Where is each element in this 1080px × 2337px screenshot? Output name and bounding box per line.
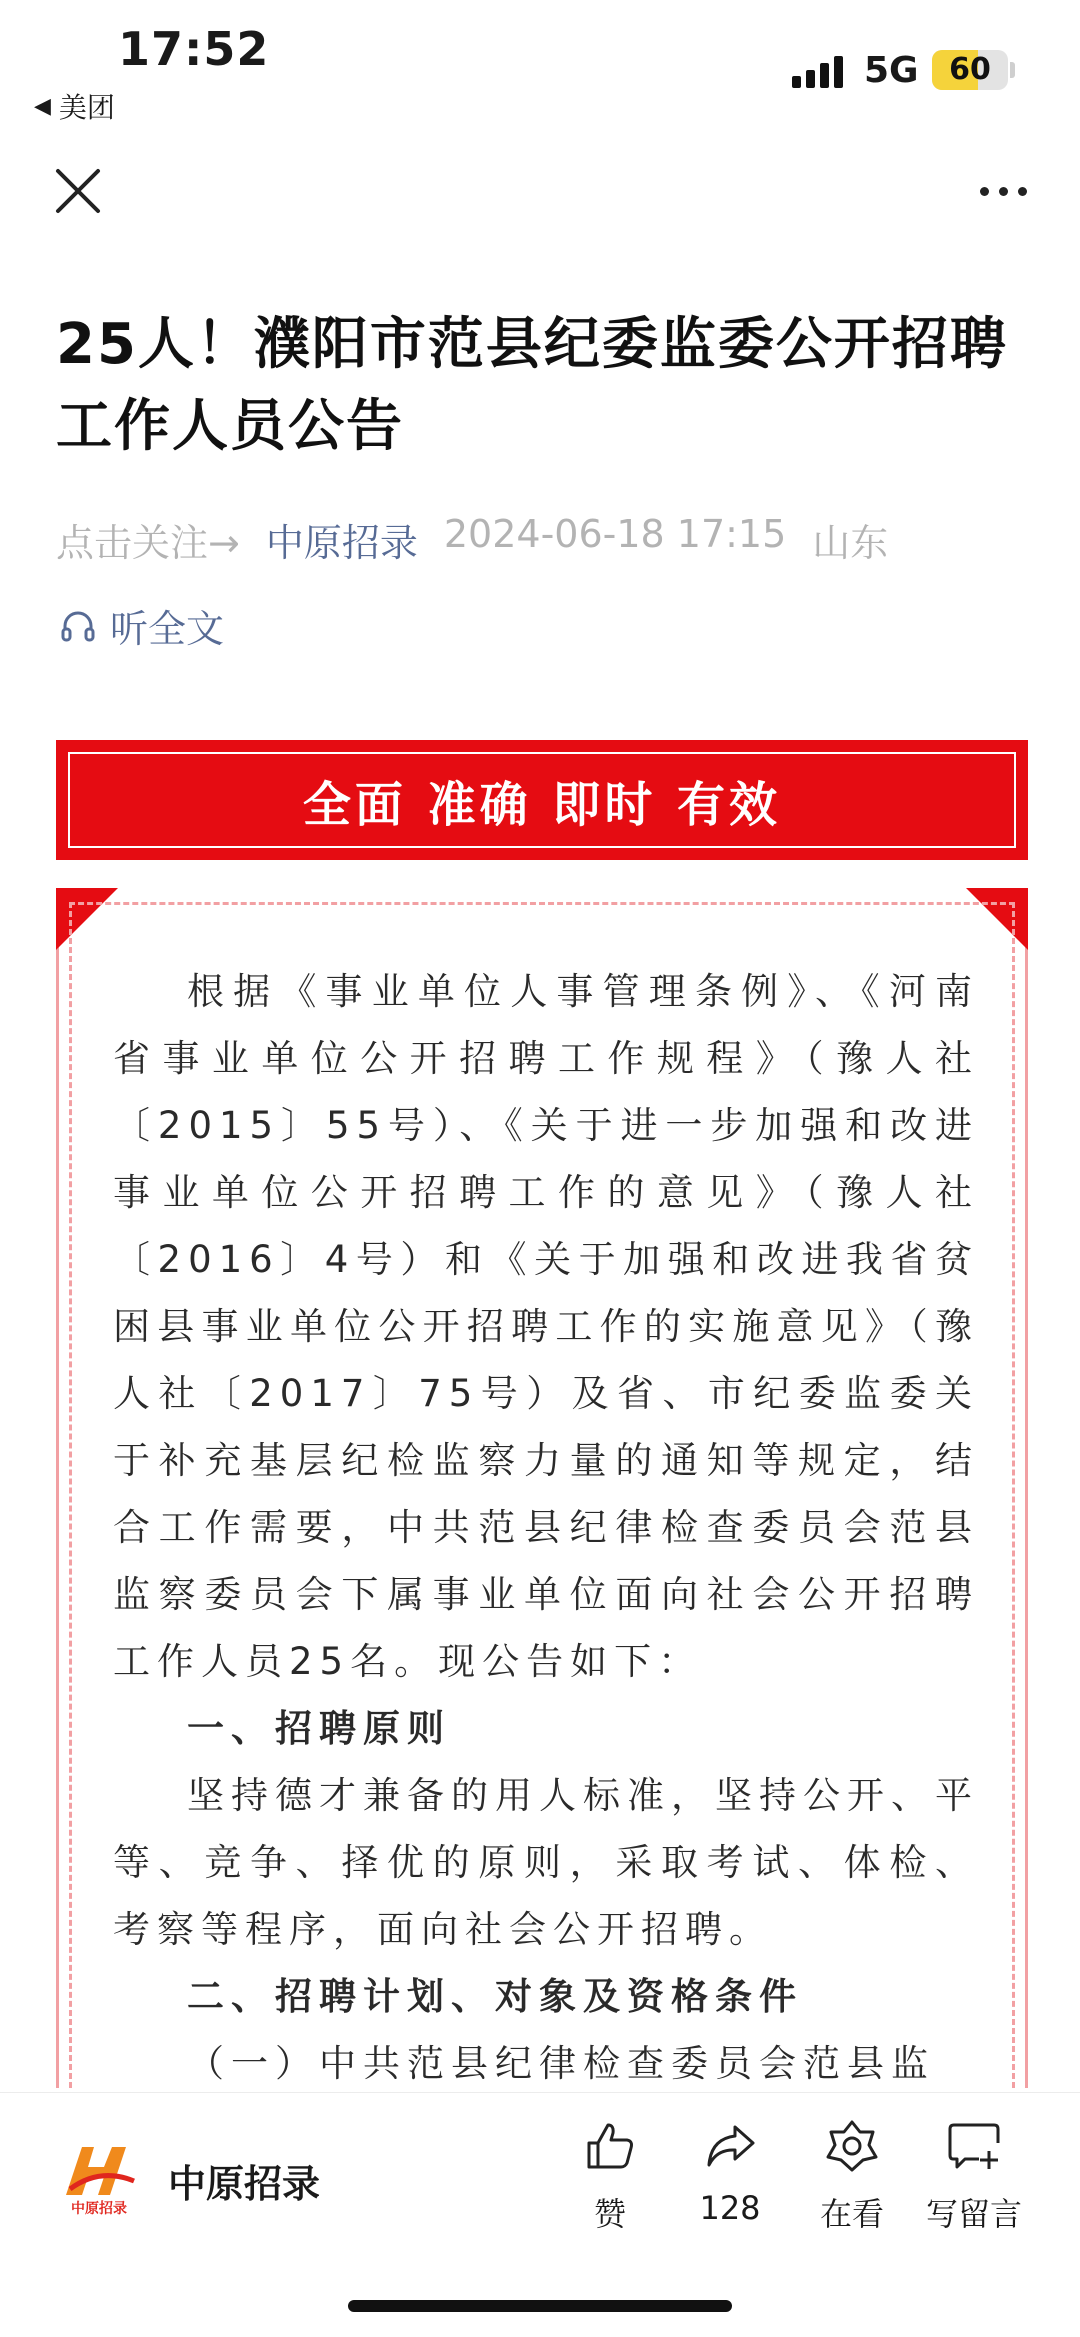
publish-location: 山东 bbox=[812, 521, 889, 565]
dashed-border-top bbox=[69, 902, 1015, 905]
publish-date: 2024-06-18 17:15 bbox=[443, 512, 787, 556]
article-body bbox=[113, 958, 979, 2097]
more-icon bbox=[980, 187, 989, 196]
follow-link[interactable]: 点击关注→ bbox=[56, 521, 240, 565]
home-indicator[interactable] bbox=[348, 2300, 732, 2312]
share-count: 128 bbox=[699, 2189, 761, 2227]
red-corner-right bbox=[966, 888, 1028, 950]
section-heading: 一、招聘原则 bbox=[187, 1707, 451, 1750]
share-icon bbox=[701, 2117, 759, 2175]
close-button[interactable] bbox=[52, 165, 104, 217]
signal-icon bbox=[792, 54, 843, 88]
battery-level: 60 bbox=[949, 52, 991, 87]
paragraph: 坚持德才兼备的用人标准，坚持公开、平等、竞争、择优的原则，采取考试、体检、考察等程序，面向社会公开招聘。 bbox=[113, 1774, 979, 1951]
battery-tip bbox=[1010, 62, 1015, 78]
comment-icon bbox=[945, 2117, 1003, 2175]
red-corner-left bbox=[56, 888, 118, 950]
flower-icon bbox=[823, 2117, 881, 2175]
headphones-icon bbox=[60, 608, 96, 644]
account-logo[interactable] bbox=[60, 2137, 138, 2217]
back-arrow-icon: ◀ bbox=[34, 93, 51, 119]
account-link[interactable]: 中原招录 bbox=[265, 521, 418, 565]
banner-text: 全面 准确 即时 有效 bbox=[302, 776, 782, 833]
red-banner bbox=[56, 740, 1028, 860]
article-meta bbox=[56, 512, 888, 567]
article-title: 25人！濮阳市范县纪委监委公开招聘工作人员公告 bbox=[56, 312, 1008, 459]
more-icon-dot bbox=[1018, 187, 1027, 196]
bottom-account-name[interactable]: 中原招录 bbox=[168, 2162, 321, 2206]
comment-label: 写留言 bbox=[925, 2195, 1022, 2233]
thumbs-up-icon bbox=[581, 2117, 639, 2175]
dashed-border-right bbox=[1012, 902, 1015, 2088]
status-time: 17:52 bbox=[118, 22, 270, 76]
wow-label: 在看 bbox=[819, 2195, 884, 2233]
network-type: 5G bbox=[864, 50, 919, 91]
listen-label: 听全文 bbox=[110, 607, 225, 651]
banner-frame bbox=[68, 752, 1016, 848]
back-to-app-button[interactable] bbox=[34, 86, 115, 126]
like-button[interactable] bbox=[550, 2117, 670, 2235]
more-button[interactable] bbox=[974, 176, 1032, 206]
paragraph: （一）中共范县纪律检查委员会范县监 bbox=[187, 2042, 935, 2085]
wow-button[interactable] bbox=[792, 2117, 912, 2235]
section-heading: 二、招聘计划、对象及资格条件 bbox=[187, 1975, 803, 2018]
battery-icon bbox=[932, 50, 1008, 90]
article-content-box bbox=[56, 888, 1028, 2088]
listen-button[interactable] bbox=[60, 598, 224, 653]
close-icon bbox=[52, 165, 104, 217]
status-bar bbox=[0, 0, 1080, 130]
logo-text: 中原招录 bbox=[71, 2201, 127, 2217]
share-button[interactable] bbox=[670, 2117, 790, 2227]
like-label: 赞 bbox=[593, 2195, 626, 2233]
dashed-border-left bbox=[69, 902, 72, 2088]
back-app-label: 美团 bbox=[58, 91, 115, 124]
more-icon-dot bbox=[999, 187, 1008, 196]
comment-button[interactable] bbox=[914, 2117, 1034, 2235]
paragraph: 根据《事业单位人事管理条例》、《河南省事业单位公开招聘工作规程》（豫人社〔2015〕55号）、《关于进一步加强和改进事业单位公开招聘工作的意见》（豫人社〔2016〕4号）和《关于加强和改进我省贫困县事业单位公开招聘工作的实施意见》（豫人社〔2017〕75号）及省、市纪委监委关于补充基层纪检监察力量的通知等规定，结合工作需要，中共范县纪律检查委员会范县监察委员会下属事业单位面向社会公开招聘工作人员25名。现公告如下： bbox=[113, 970, 979, 1683]
account-logo-icon bbox=[60, 2137, 138, 2217]
